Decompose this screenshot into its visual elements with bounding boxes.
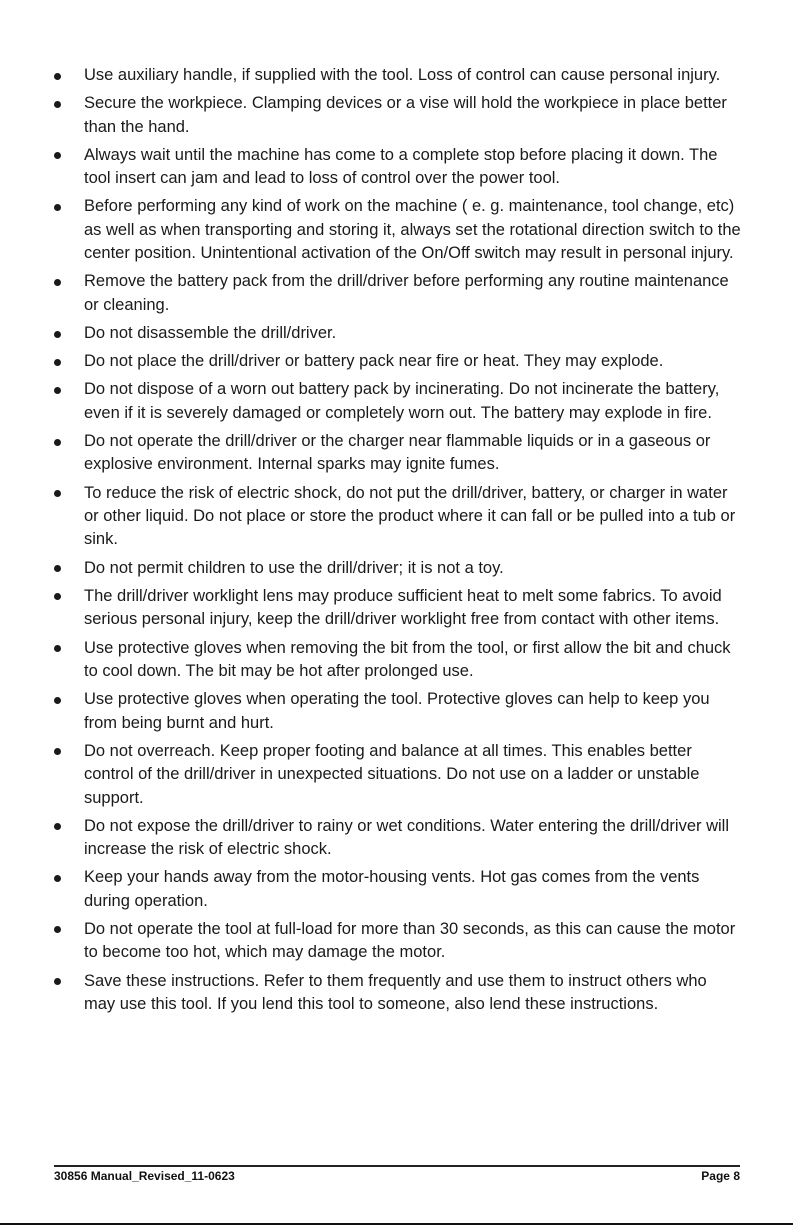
bullet-item xyxy=(0,270,793,317)
bullet-dot-icon xyxy=(54,978,61,985)
bullet-text: The drill/driver worklight lens may produce sufficient heat to melt some fabrics. To avoid serious personal injury, keep the drill/driver worklight free from contact with other items. xyxy=(84,586,722,629)
bullet-text: Keep your hands away from the motor-housing vents. Hot gas comes from the vents during operation. xyxy=(84,868,700,910)
bullet-dot-icon xyxy=(54,748,61,755)
bullet-text: To reduce the risk of electric shock, do not put the drill/driver, battery, or charger in water or other liquid. Do not place or store the product where it can fall or be pulled into a tub or sink. xyxy=(84,483,736,549)
page-number: Page 8 xyxy=(701,1169,740,1183)
bullet-item xyxy=(0,637,793,684)
bullet-text: Save these instructions. Refer to them frequently and use them to instruct others who may use this tool. If you lend this tool to someone, also lend these instructions. xyxy=(84,971,707,1013)
bullet-text: Always wait until the machine has come to a complete stop before placing it down. The tool insert can jam and lead to loss of control over the power tool. xyxy=(84,145,718,188)
bullet-dot-icon xyxy=(54,331,61,338)
bullet-dot-icon xyxy=(54,439,61,446)
document-id: 30856 Manual_Revised_11-0623 xyxy=(54,1169,235,1183)
bullet-item xyxy=(0,92,793,139)
bullet-dot-icon xyxy=(54,152,61,159)
bullet-text: Secure the workpiece. Clamping devices or a vise will hold the workpiece in place better than the hand. xyxy=(84,94,727,136)
bullet-dot-icon xyxy=(54,101,61,108)
bullet-text: Do not operate the tool at full-load for more than 30 seconds, as this can cause the motor to become too hot, which may damage the motor. xyxy=(84,919,736,962)
bullet-item xyxy=(0,64,793,87)
bullet-text: Do not expose the drill/driver to rainy or wet conditions. Water entering the drill/driver will increase the risk of electric shock. xyxy=(84,816,729,859)
bullet-text: Do not place the drill/driver or battery pack near fire or heat. They may explode. xyxy=(84,352,664,371)
bullet-dot-icon xyxy=(54,697,61,704)
bullet-text: Do not overreach. Keep proper footing and balance at all times. This enables better control of the drill/driver in unexpected situations. Do not use on a ladder or unstable support. xyxy=(84,741,700,807)
bullet-dot-icon xyxy=(54,279,61,286)
bullet-dot-icon xyxy=(54,593,61,600)
bullet-item xyxy=(0,585,793,632)
bullet-item xyxy=(0,482,793,552)
bullet-dot-icon xyxy=(54,565,61,572)
bullet-dot-icon xyxy=(54,645,61,652)
bullet-dot-icon xyxy=(54,359,61,366)
bullet-item xyxy=(0,815,793,862)
bullet-dot-icon xyxy=(54,73,61,80)
bullet-text: Do not disassemble the drill/driver. xyxy=(84,324,337,343)
bullet-dot-icon xyxy=(54,875,61,882)
bullet-dot-icon xyxy=(54,204,61,211)
bullet-item xyxy=(0,866,793,913)
bullet-dot-icon xyxy=(54,490,61,497)
bullet-text: Before performing any kind of work on the machine ( e. g. maintenance, tool change, etc) as well as when transporting and storing it, always set the rotational direction switch to the center position. Unintentional activation of the On/Off switch may result in personal injury. xyxy=(84,197,741,263)
bullet-text: Use protective gloves when removing the bit from the tool, or first allow the bit and chuck to cool down. The bit may be hot after prolonged use. xyxy=(84,638,731,680)
bullet-text: Use auxiliary handle, if supplied with the tool. Loss of control can cause personal injury. xyxy=(84,66,721,84)
bullet-item xyxy=(0,918,793,965)
bullet-item xyxy=(0,740,793,810)
bullet-dot-icon xyxy=(54,387,61,394)
bullet-item xyxy=(0,970,793,1017)
bullet-item xyxy=(0,144,793,191)
bullet-dot-icon xyxy=(54,823,61,830)
footer-divider xyxy=(54,1165,740,1167)
bullet-dot-icon xyxy=(54,926,61,933)
bullet-text: Do not operate the drill/driver or the charger near flammable liquids or in a gaseous or explosive environment. Internal sparks may ignite fumes. xyxy=(84,432,711,474)
bullet-item xyxy=(0,557,793,580)
bullet-text: Remove the battery pack from the drill/driver before performing any routine maintenance or cleaning. xyxy=(84,272,729,314)
safety-bullet-list xyxy=(0,64,793,1021)
bullet-item xyxy=(0,378,793,425)
bullet-item xyxy=(0,688,793,735)
bullet-text: Do not dispose of a worn out battery pack by incinerating. Do not incinerate the battery, even if it is severely damaged or completely worn out. The battery may explode in fire. xyxy=(84,380,720,422)
bullet-item xyxy=(0,430,793,477)
bullet-text: Do not permit children to use the drill/driver; it is not a toy. xyxy=(84,558,504,577)
bullet-item xyxy=(0,322,793,345)
bullet-item xyxy=(0,195,793,265)
bullet-item xyxy=(0,350,793,373)
bullet-text: Use protective gloves when operating the tool. Protective gloves can help to keep you from being burnt and hurt. xyxy=(84,690,710,732)
